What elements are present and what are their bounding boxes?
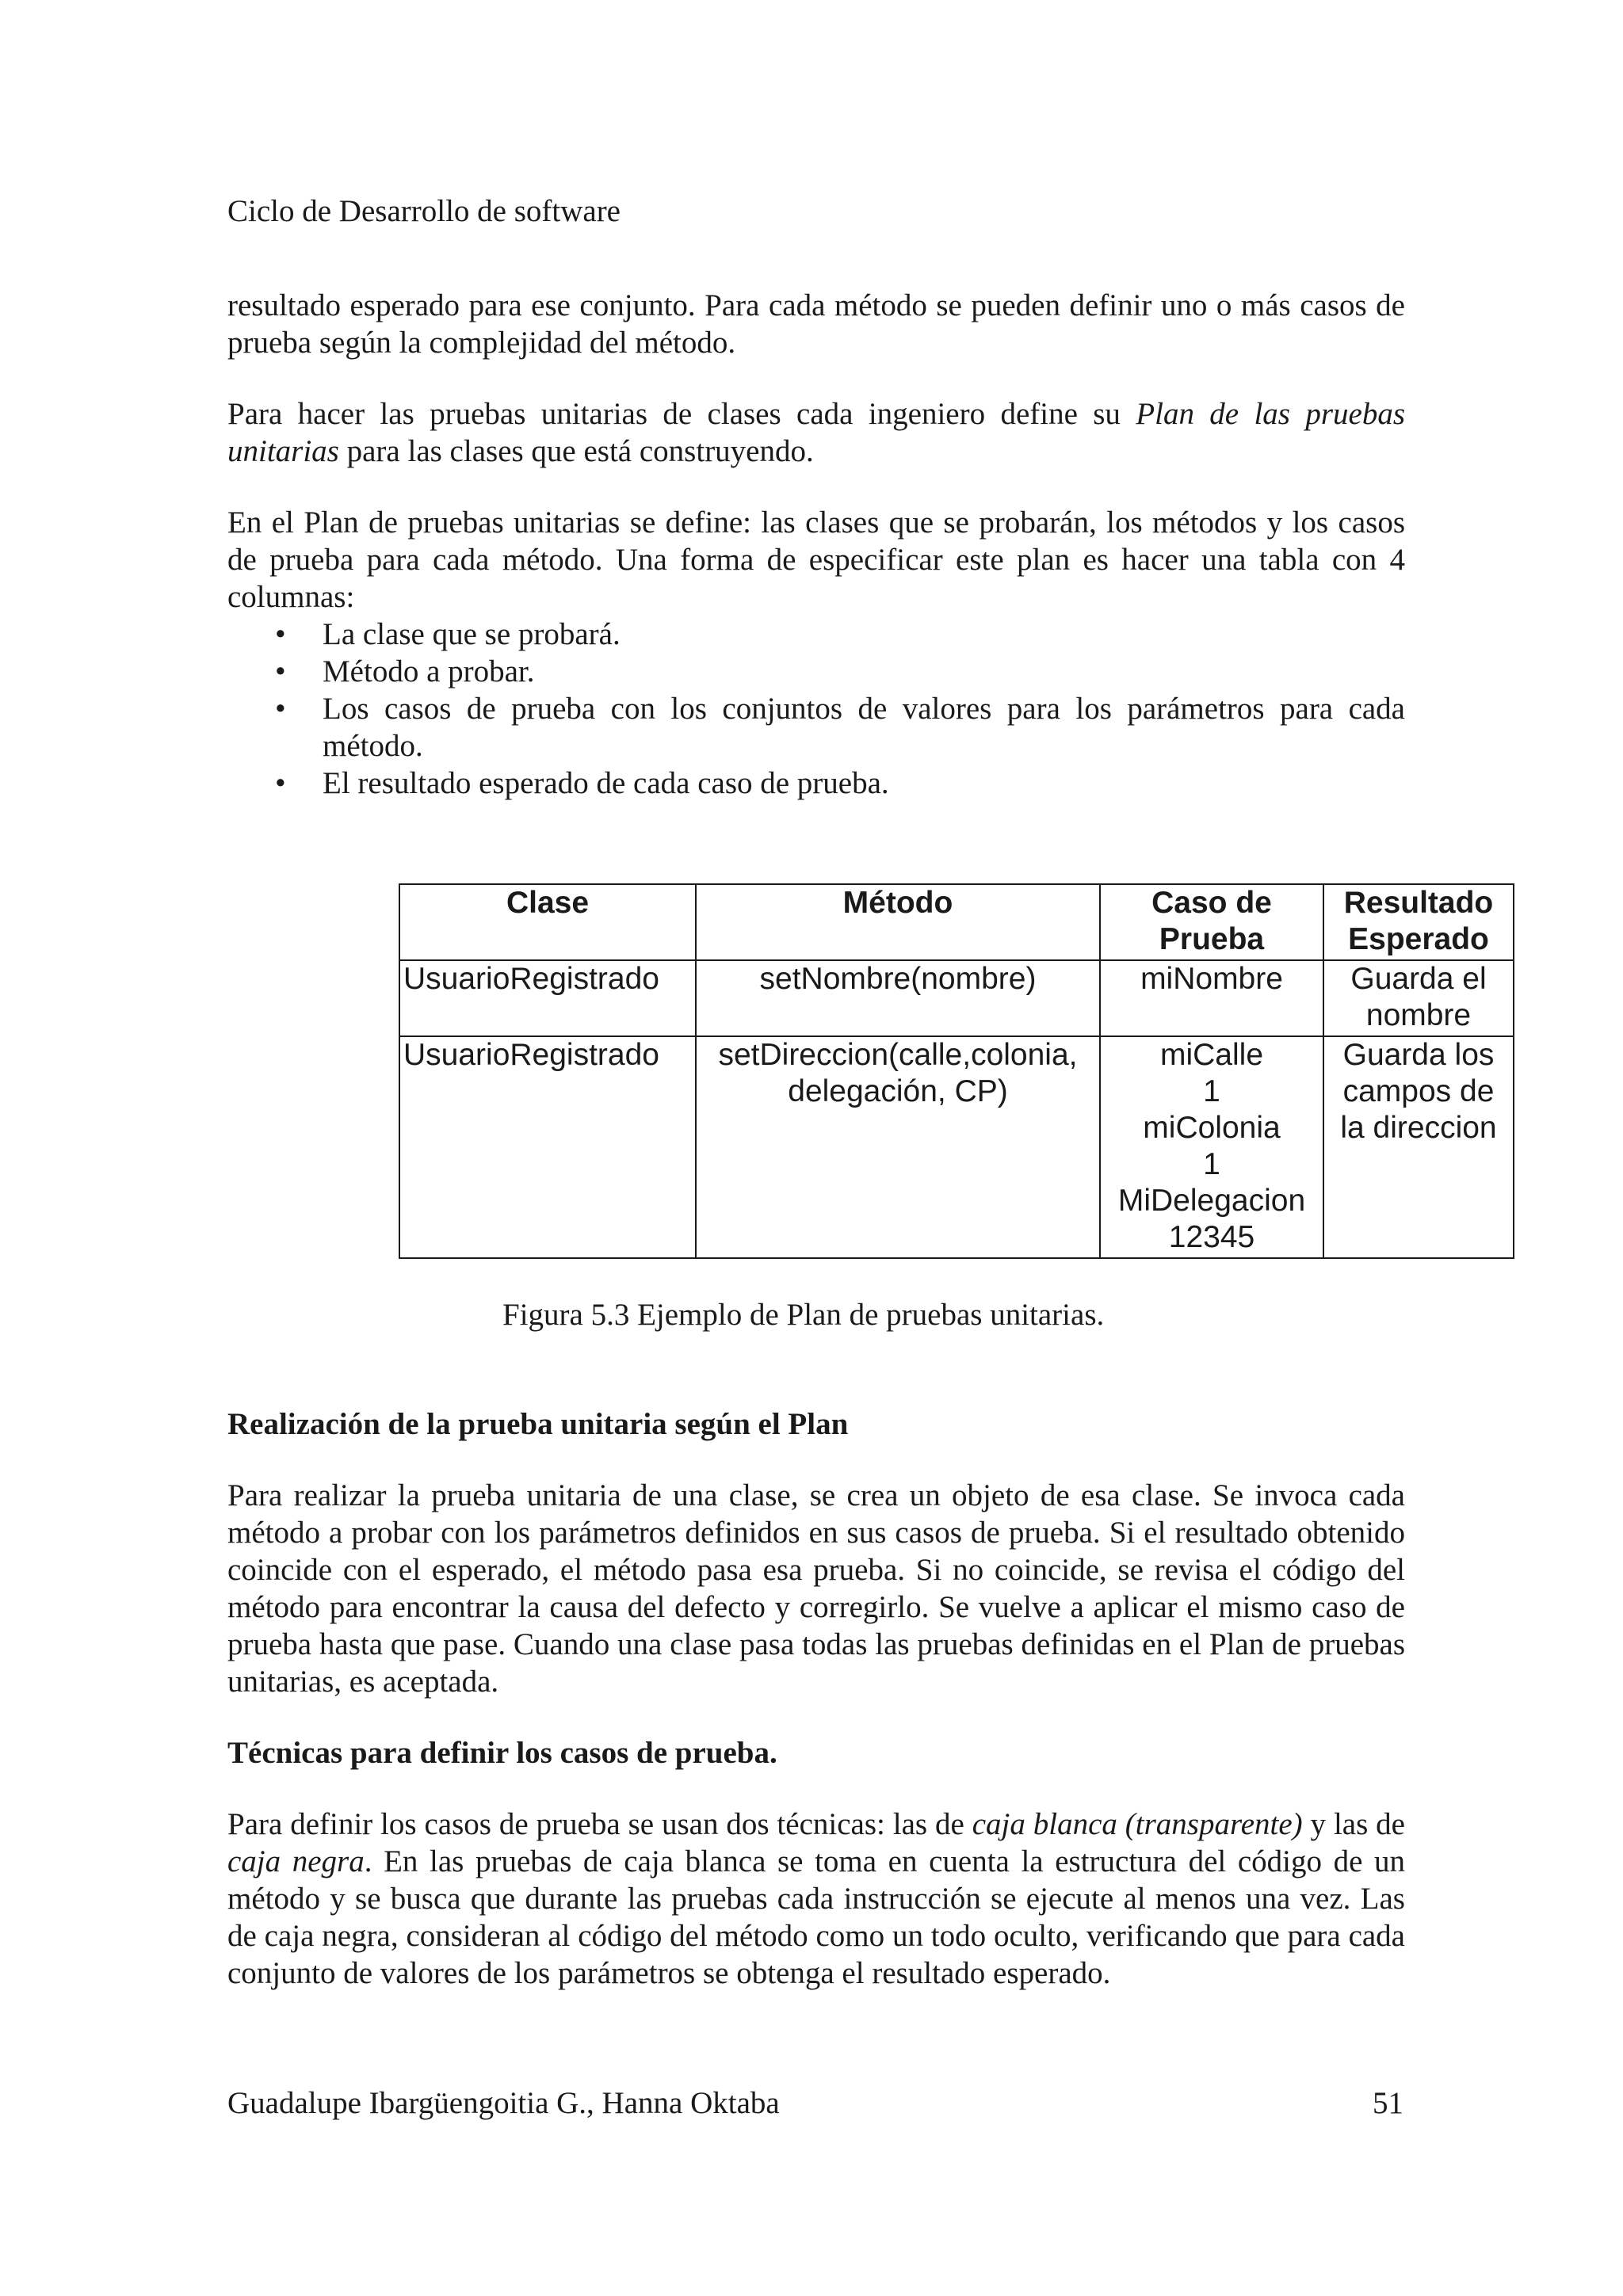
column-list [227, 616, 1405, 802]
cell-caso: miCalle 1 miColonia 1 MiDelegacion 12345 [1100, 1036, 1323, 1258]
cell-metodo: setNombre(nombre) [696, 960, 1100, 1036]
page-number: 51 [1373, 2086, 1403, 2120]
caja-blanca-term: caja blanca (transparente) [972, 1807, 1303, 1841]
cell-clase: UsuarioRegistrado [399, 960, 696, 1036]
intro-section [227, 287, 1405, 802]
footer-authors: Guadalupe Ibargüengoitia G., Hanna Oktaba [227, 2086, 780, 2120]
intro-paragraph-3: En el Plan de pruebas unitarias se define: las clases que se probarán, los métodos y los casos de prueba para cada método. Una forma de especificar este plan es hacer una tabla con 4 columnas: [227, 505, 1405, 614]
list-item: • La clase que se probará. [275, 617, 621, 651]
table-row [399, 1036, 1514, 1258]
caja-negra-term: caja negra [227, 1844, 365, 1878]
header-resultado: Resultado Esperado [1323, 884, 1514, 960]
bullet-icon: • [275, 766, 286, 800]
header-caso: Caso de Prueba [1100, 884, 1323, 960]
bullet-icon: • [275, 692, 286, 726]
realizacion-paragraph: Para realizar la prueba unitaria de una clase, se crea un objeto de esa clase. Se invoca cada método a probar con los parámetros definidos en sus casos de prueba. Si el resultado obtenido coincide con el esperado, el método pasa esa prueba. Si no coincide, se revisa el código del método para encontrar la causa del defecto y corregirlo. Se vuelve a aplicar el mismo caso de prueba hasta que pase. Cuando una clase pasa todas las pruebas definidas en el Plan de pruebas unitarias, es aceptada. [227, 1478, 1405, 1699]
test-plan-table [399, 883, 1514, 1259]
intro-paragraph-1: resultado esperado para ese conjunto. Para cada método se pueden definir uno o más casos de prueba según la complejidad del método. [227, 288, 1405, 360]
p2-text-end: para las clases que está construyendo. [338, 434, 814, 468]
cell-clase: UsuarioRegistrado [399, 1036, 696, 1258]
body-sections [227, 1405, 1405, 1992]
header-metodo: Método [696, 884, 1100, 960]
plan-term: Plan de las pruebas unitarias [227, 397, 1405, 468]
cell-resultado: Guarda el nombre [1323, 960, 1514, 1036]
list-item: • Método a probar. [275, 654, 535, 688]
table-row [399, 960, 1514, 1036]
bullet-icon: • [275, 617, 286, 651]
section-heading-realizacion: Realización de la prueba unitaria según el Plan [227, 1407, 849, 1441]
bullet-icon: • [275, 654, 286, 688]
section-heading-tecnicas: Técnicas para definir los casos de prueba. [227, 1736, 777, 1770]
figure-caption: Figura 5.3 Ejemplo de Plan de pruebas unitarias. [502, 1298, 1105, 1332]
cell-resultado: Guarda los campos de la direccion [1323, 1036, 1514, 1258]
header-clase: Clase [399, 884, 696, 960]
list-item: • Los casos de prueba con los conjuntos de valores para los parámetros para cada método. [275, 692, 1405, 763]
list-item: • El resultado esperado de cada caso de prueba. [275, 766, 889, 800]
running-header: Ciclo de Desarrollo de software [227, 194, 621, 228]
cell-caso: miNombre [1100, 960, 1323, 1036]
cell-metodo: setDireccion(calle,colonia, delegación, CP) [696, 1036, 1100, 1258]
intro-paragraph-2 [227, 395, 1405, 470]
p2-text-start: Para hacer las pruebas unitarias de clases cada ingeniero define su [227, 397, 1136, 431]
tecnicas-paragraph: Para definir los casos de prueba se usan dos técnicas: las de caja blanca (transparente) y las de caja negra. En las pruebas de caja blanca se toma en cuenta la estructura del código de un método y se busca que durante las pruebas cada instrucción se ejecute al menos una vez. Las de caja negra, consideran al código del método como un todo oculto, verificando que para cada conjunto de valores de los parámetros se obtenga el resultado esperado. [227, 1807, 1405, 1990]
test-plan-table-wrapper [399, 883, 1514, 1259]
table-header-row [399, 884, 1514, 960]
